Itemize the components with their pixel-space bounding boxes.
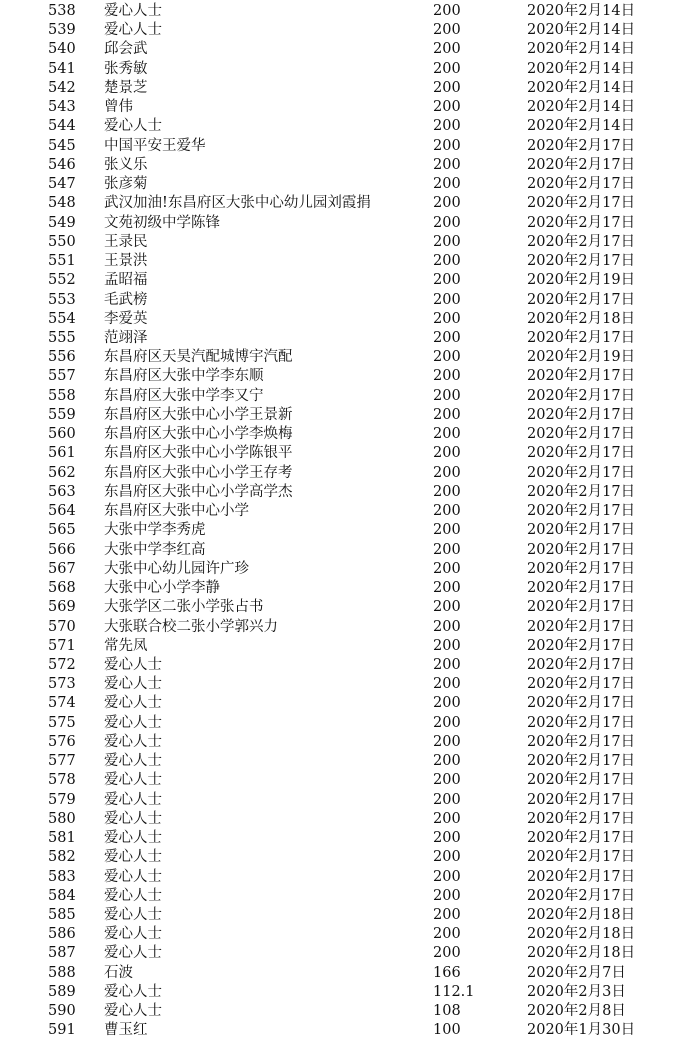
donation-amount: 200 [433, 195, 461, 212]
donation-date: 2020年2月19日 [527, 349, 636, 366]
row-number: 558 [48, 387, 76, 404]
row-number: 557 [48, 368, 76, 385]
donation-date: 2020年2月14日 [527, 79, 636, 96]
donation-amount: 200 [433, 41, 461, 58]
donation-date: 2020年2月14日 [527, 60, 636, 77]
row-number: 550 [48, 233, 76, 250]
donation-amount: 200 [433, 156, 461, 173]
row-number: 548 [48, 195, 76, 212]
donation-amount: 100 [433, 1022, 461, 1039]
table-row [0, 579, 700, 598]
donation-date: 2020年2月17日 [527, 503, 636, 520]
donor-name: 爱心人士 [104, 118, 162, 135]
row-number: 581 [48, 830, 76, 847]
donation-amount: 200 [433, 483, 461, 500]
donation-date: 2020年2月17日 [527, 541, 636, 558]
table-row [0, 444, 700, 463]
table-row [0, 291, 700, 310]
donation-date: 2020年2月14日 [527, 41, 636, 58]
donation-amount: 200 [433, 176, 461, 193]
donation-amount: 200 [433, 310, 461, 327]
donor-name: 石波 [104, 964, 133, 981]
row-number: 586 [48, 926, 76, 943]
table-row [0, 733, 700, 752]
donation-amount: 200 [433, 368, 461, 385]
row-number: 577 [48, 753, 76, 770]
table-row [0, 752, 700, 771]
row-number: 580 [48, 810, 76, 827]
donation-amount: 200 [433, 849, 461, 866]
table-row [0, 233, 700, 252]
row-number: 589 [48, 983, 76, 1000]
donation-date: 2020年2月17日 [527, 599, 636, 616]
donation-amount: 200 [433, 656, 461, 673]
donation-date: 2020年2月17日 [527, 772, 636, 789]
table-row [0, 618, 700, 637]
donor-name: 爱心人士 [104, 868, 162, 885]
table-row [0, 1002, 700, 1021]
donation-date: 2020年2月17日 [527, 887, 636, 904]
donation-date: 2020年2月18日 [527, 945, 636, 962]
donation-date: 2020年2月17日 [527, 733, 636, 750]
donor-name: 爱心人士 [104, 733, 162, 750]
donor-name: 东昌府区大张中心小学 [104, 503, 249, 520]
donation-date: 2020年2月17日 [527, 695, 636, 712]
donor-name: 东昌府区大张中心小学王景新 [104, 406, 293, 423]
donation-date: 2020年2月17日 [527, 291, 636, 308]
table-row [0, 329, 700, 348]
donor-name: 爱心人士 [104, 1003, 162, 1020]
donor-name: 中国平安王爱华 [104, 137, 206, 154]
donation-date: 2020年2月17日 [527, 176, 636, 193]
donor-name: 范翊泽 [104, 329, 148, 346]
donor-name: 大张学区二张小学张占书 [104, 599, 264, 616]
donation-amount: 200 [433, 22, 461, 39]
donation-date: 2020年2月8日 [527, 1003, 626, 1020]
donor-name: 爱心人士 [104, 3, 162, 19]
donation-date: 2020年2月17日 [527, 753, 636, 770]
table-row [0, 40, 700, 59]
table-row [0, 637, 700, 656]
donation-amount: 200 [433, 522, 461, 539]
table-row [0, 906, 700, 925]
donation-amount: 200 [433, 291, 461, 308]
donation-amount: 108 [433, 1003, 461, 1020]
donor-name: 爱心人士 [104, 714, 162, 731]
donation-date: 2020年2月17日 [527, 714, 636, 731]
row-number: 565 [48, 522, 76, 539]
donation-amount: 200 [433, 830, 461, 847]
table-row [0, 675, 700, 694]
donation-table [0, 2, 700, 1041]
donation-date: 2020年2月17日 [527, 214, 636, 231]
table-row [0, 21, 700, 40]
donation-date: 2020年2月17日 [527, 406, 636, 423]
table-row [0, 868, 700, 887]
row-number: 543 [48, 99, 76, 116]
donor-name: 武汉加油!东昌府区大张中心幼儿园刘霞捐 [104, 195, 371, 212]
table-row [0, 714, 700, 733]
donation-date: 2020年2月17日 [527, 791, 636, 808]
donation-amount: 200 [433, 253, 461, 270]
donor-name: 爱心人士 [104, 983, 162, 1000]
row-number: 584 [48, 887, 76, 904]
row-number: 549 [48, 214, 76, 231]
donor-name: 爱心人士 [104, 753, 162, 770]
donation-amount: 200 [433, 79, 461, 96]
row-number: 579 [48, 791, 76, 808]
donation-amount: 200 [433, 137, 461, 154]
donation-amount: 200 [433, 887, 461, 904]
donor-name: 孟昭福 [104, 272, 148, 289]
donor-name: 李爱英 [104, 310, 148, 327]
donor-name: 爱心人士 [104, 791, 162, 808]
table-row [0, 983, 700, 1002]
donor-name: 文苑初级中学陈锋 [104, 214, 220, 231]
row-number: 585 [48, 907, 76, 924]
table-row [0, 887, 700, 906]
donation-amount: 200 [433, 695, 461, 712]
donation-date: 2020年2月7日 [527, 964, 626, 981]
row-number: 563 [48, 483, 76, 500]
donation-amount: 200 [433, 329, 461, 346]
row-number: 542 [48, 79, 76, 96]
row-number: 562 [48, 464, 76, 481]
row-number: 570 [48, 618, 76, 635]
donation-amount: 200 [433, 233, 461, 250]
donation-date: 2020年2月17日 [527, 253, 636, 270]
row-number: 539 [48, 22, 76, 39]
table-row [0, 175, 700, 194]
donation-date: 2020年2月17日 [527, 676, 636, 693]
donation-date: 2020年1月30日 [527, 1022, 636, 1039]
donor-name: 爱心人士 [104, 22, 162, 39]
donation-date: 2020年2月17日 [527, 849, 636, 866]
table-row [0, 771, 700, 790]
row-number: 568 [48, 580, 76, 597]
donation-date: 2020年2月17日 [527, 830, 636, 847]
donation-date: 2020年2月18日 [527, 926, 636, 943]
donation-date: 2020年2月17日 [527, 445, 636, 462]
table-row [0, 348, 700, 367]
donor-name: 东昌府区大张中心小学王存考 [104, 464, 293, 481]
donor-name: 爱心人士 [104, 887, 162, 904]
row-number: 582 [48, 849, 76, 866]
donation-date: 2020年2月17日 [527, 522, 636, 539]
donor-name: 东昌府区大张中学李东顺 [104, 368, 264, 385]
row-number: 590 [48, 1003, 76, 1020]
table-row [0, 848, 700, 867]
table-row [0, 810, 700, 829]
row-number: 587 [48, 945, 76, 962]
row-number: 541 [48, 60, 76, 77]
donation-amount: 200 [433, 714, 461, 731]
row-number: 547 [48, 176, 76, 193]
donor-name: 张彦菊 [104, 176, 148, 193]
donor-name: 东昌府区大张中心小学陈银平 [104, 445, 293, 462]
donor-name: 爱心人士 [104, 810, 162, 827]
table-row [0, 694, 700, 713]
donation-amount: 200 [433, 791, 461, 808]
row-number: 561 [48, 445, 76, 462]
donation-amount: 200 [433, 272, 461, 289]
donation-date: 2020年2月17日 [527, 426, 636, 443]
donation-date: 2020年2月17日 [527, 483, 636, 500]
row-number: 540 [48, 41, 76, 58]
donation-amount: 200 [433, 868, 461, 885]
donation-amount: 200 [433, 810, 461, 827]
table-row [0, 502, 700, 521]
donation-amount: 200 [433, 118, 461, 135]
row-number: 569 [48, 599, 76, 616]
donation-date: 2020年2月17日 [527, 329, 636, 346]
donation-amount: 200 [433, 445, 461, 462]
donation-amount: 200 [433, 637, 461, 654]
row-number: 583 [48, 868, 76, 885]
table-row [0, 964, 700, 983]
donation-amount: 200 [433, 99, 461, 116]
row-number: 591 [48, 1022, 76, 1039]
donation-amount: 200 [433, 580, 461, 597]
table-row [0, 271, 700, 290]
donation-amount: 200 [433, 772, 461, 789]
donor-name: 大张中心小学李静 [104, 580, 220, 597]
donation-amount: 200 [433, 387, 461, 404]
donor-name: 东昌府区大张中心小学高学杰 [104, 483, 293, 500]
row-number: 538 [48, 3, 76, 19]
donor-name: 曾伟 [104, 99, 133, 116]
table-row [0, 406, 700, 425]
donation-amount: 200 [433, 541, 461, 558]
donation-amount: 200 [433, 426, 461, 443]
table-row [0, 252, 700, 271]
donation-date: 2020年2月17日 [527, 156, 636, 173]
table-row [0, 2, 700, 21]
donor-name: 毛武榜 [104, 291, 148, 308]
table-row [0, 541, 700, 560]
donation-amount: 166 [433, 964, 461, 981]
donation-amount: 200 [433, 349, 461, 366]
donation-date: 2020年2月14日 [527, 118, 636, 135]
table-row [0, 925, 700, 944]
donation-date: 2020年2月18日 [527, 310, 636, 327]
row-number: 578 [48, 772, 76, 789]
donation-amount: 200 [433, 60, 461, 77]
donation-date: 2020年2月17日 [527, 464, 636, 481]
donor-name: 爱心人士 [104, 695, 162, 712]
donation-date: 2020年2月17日 [527, 387, 636, 404]
row-number: 552 [48, 272, 76, 289]
donation-amount: 200 [433, 753, 461, 770]
table-row [0, 425, 700, 444]
table-row [0, 367, 700, 386]
row-number: 576 [48, 733, 76, 750]
donation-date: 2020年2月17日 [527, 560, 636, 577]
donation-amount: 200 [433, 945, 461, 962]
row-number: 544 [48, 118, 76, 135]
donation-date: 2020年2月17日 [527, 656, 636, 673]
table-row [0, 156, 700, 175]
donation-amount: 200 [433, 618, 461, 635]
table-row [0, 944, 700, 963]
row-number: 551 [48, 253, 76, 270]
table-row [0, 829, 700, 848]
donation-date: 2020年2月14日 [527, 22, 636, 39]
donation-date: 2020年2月3日 [527, 983, 626, 1000]
table-row [0, 656, 700, 675]
table-row [0, 464, 700, 483]
donor-name: 张义乐 [104, 156, 148, 173]
donor-name: 东昌府区天昊汽配城博宇汽配 [104, 349, 293, 366]
row-number: 555 [48, 329, 76, 346]
row-number: 546 [48, 156, 76, 173]
table-row [0, 521, 700, 540]
donation-amount: 200 [433, 676, 461, 693]
row-number: 560 [48, 426, 76, 443]
donor-name: 大张中学李秀虎 [104, 522, 206, 539]
donation-amount: 200 [433, 214, 461, 231]
donor-name: 张秀敏 [104, 60, 148, 77]
donation-date: 2020年2月17日 [527, 137, 636, 154]
donation-amount: 200 [433, 464, 461, 481]
donation-date: 2020年2月17日 [527, 233, 636, 250]
donation-amount: 200 [433, 560, 461, 577]
table-row [0, 1021, 700, 1040]
table-row [0, 483, 700, 502]
donor-name: 爱心人士 [104, 926, 162, 943]
donor-name: 曹玉红 [104, 1022, 148, 1039]
row-number: 554 [48, 310, 76, 327]
donation-date: 2020年2月19日 [527, 272, 636, 289]
donation-amount: 200 [433, 406, 461, 423]
row-number: 553 [48, 291, 76, 308]
table-row [0, 310, 700, 329]
donation-date: 2020年2月17日 [527, 637, 636, 654]
donor-name: 楚景芝 [104, 79, 148, 96]
table-row [0, 60, 700, 79]
table-row [0, 791, 700, 810]
row-number: 545 [48, 137, 76, 154]
table-row [0, 214, 700, 233]
row-number: 588 [48, 964, 76, 981]
donor-name: 大张联合校二张小学郭兴力 [104, 618, 278, 635]
donation-amount: 200 [433, 926, 461, 943]
donation-date: 2020年2月17日 [527, 868, 636, 885]
donation-date: 2020年2月17日 [527, 195, 636, 212]
donor-name: 爱心人士 [104, 676, 162, 693]
donor-name: 大张中心幼儿园许广珍 [104, 560, 249, 577]
donor-name: 东昌府区大张中学李又宁 [104, 387, 264, 404]
donor-name: 爱心人士 [104, 907, 162, 924]
table-row [0, 137, 700, 156]
donor-name: 爱心人士 [104, 945, 162, 962]
donor-name: 常先凤 [104, 637, 148, 654]
donor-name: 邱会武 [104, 41, 148, 58]
donation-amount: 112.1 [433, 983, 475, 1000]
row-number: 573 [48, 676, 76, 693]
row-number: 571 [48, 637, 76, 654]
table-row [0, 194, 700, 213]
donor-name: 王录民 [104, 233, 148, 250]
donation-amount: 200 [433, 599, 461, 616]
table-row [0, 598, 700, 617]
row-number: 575 [48, 714, 76, 731]
row-number: 556 [48, 349, 76, 366]
donation-amount: 200 [433, 503, 461, 520]
table-row [0, 98, 700, 117]
donation-date: 2020年2月17日 [527, 618, 636, 635]
table-row [0, 560, 700, 579]
row-number: 559 [48, 406, 76, 423]
row-number: 574 [48, 695, 76, 712]
row-number: 566 [48, 541, 76, 558]
donation-date: 2020年2月14日 [527, 99, 636, 116]
donor-name: 王景洪 [104, 253, 148, 270]
donation-amount: 200 [433, 3, 461, 19]
donation-date: 2020年2月18日 [527, 907, 636, 924]
donor-name: 大张中学李红高 [104, 541, 206, 558]
row-number: 567 [48, 560, 76, 577]
donation-date: 2020年2月17日 [527, 368, 636, 385]
table-row [0, 387, 700, 406]
row-number: 564 [48, 503, 76, 520]
donation-amount: 200 [433, 907, 461, 924]
donation-date: 2020年2月14日 [527, 3, 636, 19]
donation-date: 2020年2月17日 [527, 810, 636, 827]
table-row [0, 117, 700, 136]
table-row [0, 79, 700, 98]
donor-name: 爱心人士 [104, 772, 162, 789]
donation-date: 2020年2月17日 [527, 580, 636, 597]
donation-amount: 200 [433, 733, 461, 750]
donor-name: 爱心人士 [104, 656, 162, 673]
donor-name: 爱心人士 [104, 849, 162, 866]
row-number: 572 [48, 656, 76, 673]
donor-name: 爱心人士 [104, 830, 162, 847]
donor-name: 东昌府区大张中心小学李焕梅 [104, 426, 293, 443]
